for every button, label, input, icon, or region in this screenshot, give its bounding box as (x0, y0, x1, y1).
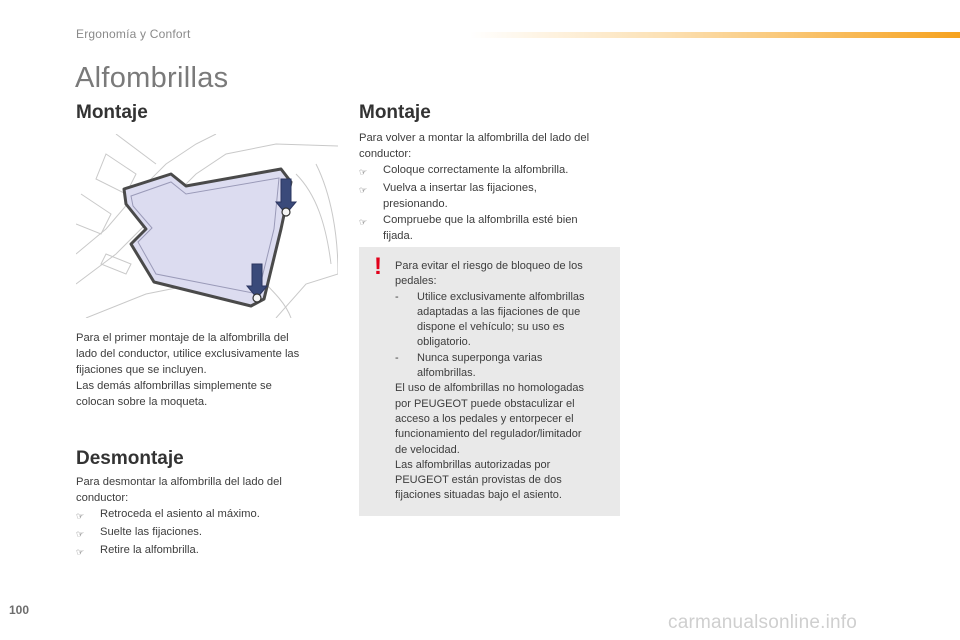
bullet-icon: ☞ (76, 529, 85, 539)
page-number: 100 (9, 603, 30, 617)
remove-step: ☞ Retroceda el asiento al máximo. (76, 506, 346, 524)
mount-text-line: lado del conductor, utilice exclusivamente las (76, 348, 300, 360)
remove-step: ☞ Retire la alfombrilla. (76, 542, 346, 560)
warning-item: - Nunca superponga varias alfombrillas. (395, 351, 543, 380)
mount-text-left (76, 330, 346, 410)
bullet-icon: ☞ (359, 185, 368, 195)
mount-intro-line: Para volver a montar la alfombrilla del lado del (359, 132, 590, 144)
mount-step: ☞ Coloque correctamente la alfombrilla. (359, 162, 629, 180)
floor-mat-illustration (76, 134, 338, 318)
header-accent-bar (470, 32, 960, 38)
bullet-icon: ☞ (359, 217, 368, 227)
remove-section (76, 474, 346, 560)
remove-step: ☞ Suelte las fijaciones. (76, 524, 346, 542)
page-title: Alfombrillas (75, 62, 229, 94)
bullet-icon: ☞ (359, 167, 368, 177)
warning-text: Para evitar el riesgo de bloqueo de los pedales: - Utilice exclusivamente alfombrillas adaptadas a las fijaciones de que dispone el vehículo; su uso es obligatorio. - Nunca superponga varias alfombrillas. El uso de alfombrillas no homologadas por PEUGEOT puede obstaculizar el acceso a los pedales y entorpecer el funcionamiento del regulador/limitador de velocidad. Las alfombrillas autorizadas por PEUGEOT están provistas de dos fijaciones situadas bajo el asiento. (395, 259, 610, 504)
bullet-icon: ☞ (76, 547, 85, 557)
floor-mat-svg (76, 134, 338, 318)
mount-text-line: fijaciones que se incluyen. (76, 364, 207, 376)
remove-intro-line: Para desmontar la alfombrilla del lado del (76, 476, 282, 488)
warning-item: - Utilice exclusivamente alfombrillas adaptadas a las fijaciones de que dispone el vehículo; su uso es obligatorio. (395, 290, 585, 349)
warning-icon: ! (374, 253, 382, 280)
mount-text-line: Para el primer montaje de la alfombrilla del (76, 332, 289, 344)
remove-heading: Desmontaje (76, 448, 184, 469)
mount-section-right (359, 130, 629, 244)
warning-box (359, 247, 620, 516)
mount-text-line: colocan sobre la moqueta. (76, 396, 208, 408)
bullet-icon: ☞ (76, 511, 85, 521)
remove-intro-line: conductor: (76, 492, 129, 504)
mount-text-line: Las demás alfombrillas simplemente se (76, 380, 272, 392)
mount-intro-line: conductor: (359, 148, 412, 160)
section-label: Ergonomía y Confort (76, 27, 191, 41)
mount-heading-right: Montaje (359, 102, 431, 123)
mount-step: ☞ Vuelva a insertar las fijaciones, presionando. (359, 182, 537, 210)
watermark: carmanualsonline.info (668, 612, 858, 633)
mount-heading-left: Montaje (76, 102, 148, 123)
mount-step: ☞ Compruebe que la alfombrilla esté bien fijada. (359, 214, 578, 242)
